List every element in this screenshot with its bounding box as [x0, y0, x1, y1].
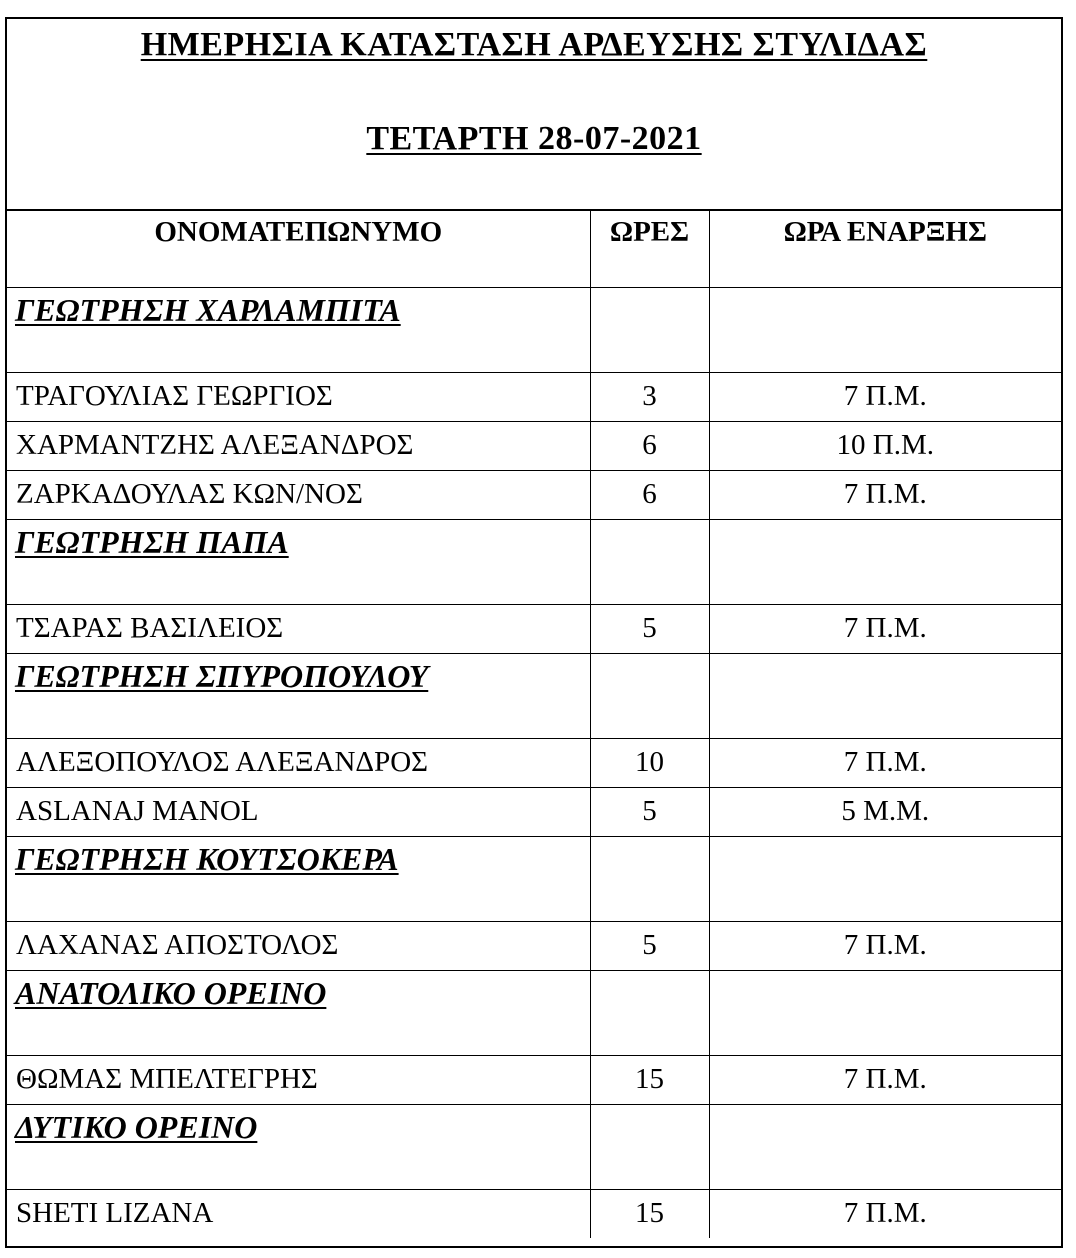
table-row	[7, 921, 1061, 970]
person-name-cell: ASLANAJ MANOL	[7, 787, 590, 836]
section-label-cell	[7, 653, 590, 738]
hours-cell: 5	[590, 604, 709, 653]
start-time-cell: 7 Π.Μ.	[709, 1055, 1061, 1104]
section-label: ΓΕΩΤΡΗΣΗ ΚΟΥΤΣΟΚΕΡΑ	[15, 840, 399, 877]
section-empty-hours-cell	[590, 653, 709, 738]
section-label: ΓΕΩΤΡΗΣΗ ΣΠΥΡΟΠΟΥΛΟΥ	[15, 657, 429, 694]
start-time-cell: 7 Π.Μ.	[709, 738, 1061, 787]
section-empty-start-cell	[709, 836, 1061, 921]
section-empty-hours-cell	[590, 287, 709, 372]
hours-cell: 3	[590, 372, 709, 421]
table-row	[7, 738, 1061, 787]
table-row	[7, 372, 1061, 421]
column-header-name	[7, 211, 590, 287]
start-time-cell: 7 Π.Μ.	[709, 604, 1061, 653]
section-empty-start-cell	[709, 1104, 1061, 1189]
section-label: ΓΕΩΤΡΗΣΗ ΠΑΠΑ	[15, 523, 289, 560]
section-label-cell	[7, 519, 590, 604]
section-label: ΑΝΑΤΟΛΙΚΟ ΟΡΕΙΝΟ	[15, 974, 327, 1011]
hours-cell: 10	[590, 738, 709, 787]
start-time-cell: 7 Π.Μ.	[709, 1189, 1061, 1238]
document-date: ΤΕΤΑΡΤΗ 28-07-2021	[366, 120, 702, 157]
table-row	[7, 604, 1061, 653]
hours-cell: 15	[590, 1189, 709, 1238]
section-empty-hours-cell	[590, 836, 709, 921]
section-row	[7, 970, 1061, 1055]
irrigation-schedule-document	[5, 17, 1063, 1248]
hours-cell: 6	[590, 470, 709, 519]
table-row	[7, 1055, 1061, 1104]
section-label-cell	[7, 287, 590, 372]
table-row	[7, 421, 1061, 470]
section-empty-start-cell	[709, 287, 1061, 372]
person-name-cell: ΑΛΕΞΟΠΟΥΛΟΣ ΑΛΕΞΑΝΔΡΟΣ	[7, 738, 590, 787]
section-empty-hours-cell	[590, 970, 709, 1055]
section-label: ΓΕΩΤΡΗΣΗ ΧΑΡΛΑΜΠΙΤΑ	[15, 291, 401, 328]
schedule-table-body	[7, 211, 1061, 1238]
column-header-hours-label: ΩΡΕΣ	[609, 216, 690, 248]
person-name-cell: ΤΣΑΡΑΣ ΒΑΣΙΛΕΙΟΣ	[7, 604, 590, 653]
document-title: ΗΜΕΡΗΣΙΑ ΚΑΤΑΣΤΑΣΗ ΑΡΔΕΥΣΗΣ ΣΤΥΛΙΔΑΣ	[140, 26, 928, 63]
column-header-hours	[590, 211, 709, 287]
table-row	[7, 787, 1061, 836]
start-time-cell: 7 Π.Μ.	[709, 372, 1061, 421]
section-row	[7, 836, 1061, 921]
section-empty-hours-cell	[590, 519, 709, 604]
schedule-table	[7, 211, 1061, 1238]
title-block	[7, 19, 1061, 211]
person-name-cell: SHETI LIZANA	[7, 1189, 590, 1238]
hours-cell: 15	[590, 1055, 709, 1104]
section-empty-start-cell	[709, 970, 1061, 1055]
section-row	[7, 519, 1061, 604]
section-empty-hours-cell	[590, 1104, 709, 1189]
hours-cell: 6	[590, 421, 709, 470]
column-header-start-time	[709, 211, 1061, 287]
section-empty-start-cell	[709, 519, 1061, 604]
person-name-cell: ΛΑΧΑΝΑΣ ΑΠΟΣΤΟΛΟΣ	[7, 921, 590, 970]
section-empty-start-cell	[709, 653, 1061, 738]
hours-cell: 5	[590, 921, 709, 970]
column-header-start-time-label: ΩΡΑ ΕΝΑΡΞΗΣ	[783, 216, 987, 248]
start-time-cell: 5 Μ.Μ.	[709, 787, 1061, 836]
section-row	[7, 1104, 1061, 1189]
hours-cell: 5	[590, 787, 709, 836]
person-name-cell: ΖΑΡΚΑΔΟΥΛΑΣ ΚΩΝ/ΝΟΣ	[7, 470, 590, 519]
person-name-cell: ΤΡΑΓΟΥΛΙΑΣ ΓΕΩΡΓΙΟΣ	[7, 372, 590, 421]
start-time-cell: 7 Π.Μ.	[709, 470, 1061, 519]
column-header-name-label: ΟΝΟΜΑΤΕΠΩΝΥΜΟ	[154, 216, 443, 248]
person-name-cell: ΘΩΜΑΣ ΜΠΕΛΤΕΓΡΗΣ	[7, 1055, 590, 1104]
section-label-cell	[7, 836, 590, 921]
start-time-cell: 7 Π.Μ.	[709, 921, 1061, 970]
section-label-cell	[7, 970, 590, 1055]
section-label-cell	[7, 1104, 590, 1189]
table-row	[7, 1189, 1061, 1238]
section-row	[7, 653, 1061, 738]
table-row	[7, 470, 1061, 519]
section-row	[7, 287, 1061, 372]
table-header-row	[7, 211, 1061, 287]
start-time-cell: 10 Π.Μ.	[709, 421, 1061, 470]
section-label: ΔΥΤΙΚΟ ΟΡΕΙΝΟ	[15, 1108, 258, 1145]
person-name-cell: ΧΑΡΜΑΝΤΖΗΣ ΑΛΕΞΑΝΔΡΟΣ	[7, 421, 590, 470]
